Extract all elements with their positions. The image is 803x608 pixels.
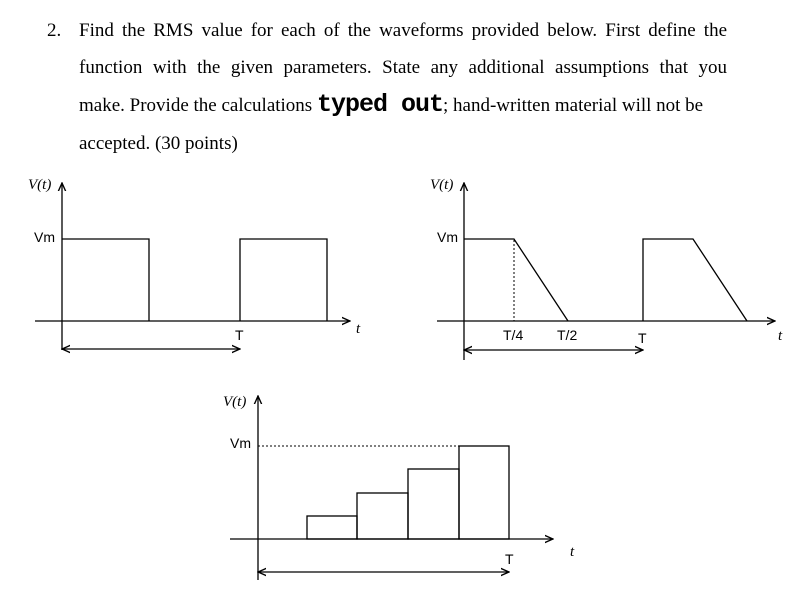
w3-T-label: T xyxy=(505,551,514,567)
problem-number: 2. xyxy=(47,20,62,41)
w3-step-4 xyxy=(459,446,509,539)
w1-t-label: t xyxy=(356,321,361,337)
w2-vm-label: Vm xyxy=(437,229,458,245)
w3-v-label: V(t) xyxy=(223,394,247,410)
w2-t-label: t xyxy=(778,328,783,344)
typed-out-emphasis: typed out xyxy=(316,90,443,119)
w1-pulse-1 xyxy=(62,239,149,321)
problem-line-3-start: make. Provide the calculations xyxy=(79,95,313,116)
w1-vm-label: Vm xyxy=(34,229,55,245)
w1-pulse-2 xyxy=(240,239,327,321)
w2-T-label: T xyxy=(638,330,647,346)
w2-T2-label: T/2 xyxy=(557,327,578,343)
w3-vm-label: Vm xyxy=(230,435,251,451)
w2-v-label: V(t) xyxy=(430,177,454,193)
w1-v-label: V(t) xyxy=(28,177,52,193)
problem-line-1: Find the RMS value for each of the waveforms provided below. First define the xyxy=(79,20,727,41)
w1-T-label: T xyxy=(235,327,244,343)
w2-T4-label: T/4 xyxy=(503,327,524,343)
waveform-2-trapezoid xyxy=(437,183,775,360)
w2-pulse-2 xyxy=(643,239,747,321)
w2-pulse-1 xyxy=(464,239,568,321)
w3-step-3 xyxy=(408,469,459,539)
w3-step-2 xyxy=(357,493,408,539)
w3-t-label: t xyxy=(570,544,575,560)
problem-line-4: accepted. (30 points) xyxy=(79,133,238,154)
problem-line-3-end: ; hand-written material will not be xyxy=(443,95,704,116)
waveform-1-square xyxy=(35,183,350,350)
w3-step-1 xyxy=(307,516,357,539)
problem-line-2: function with the given parameters. State any additional assumptions that you xyxy=(79,57,727,78)
